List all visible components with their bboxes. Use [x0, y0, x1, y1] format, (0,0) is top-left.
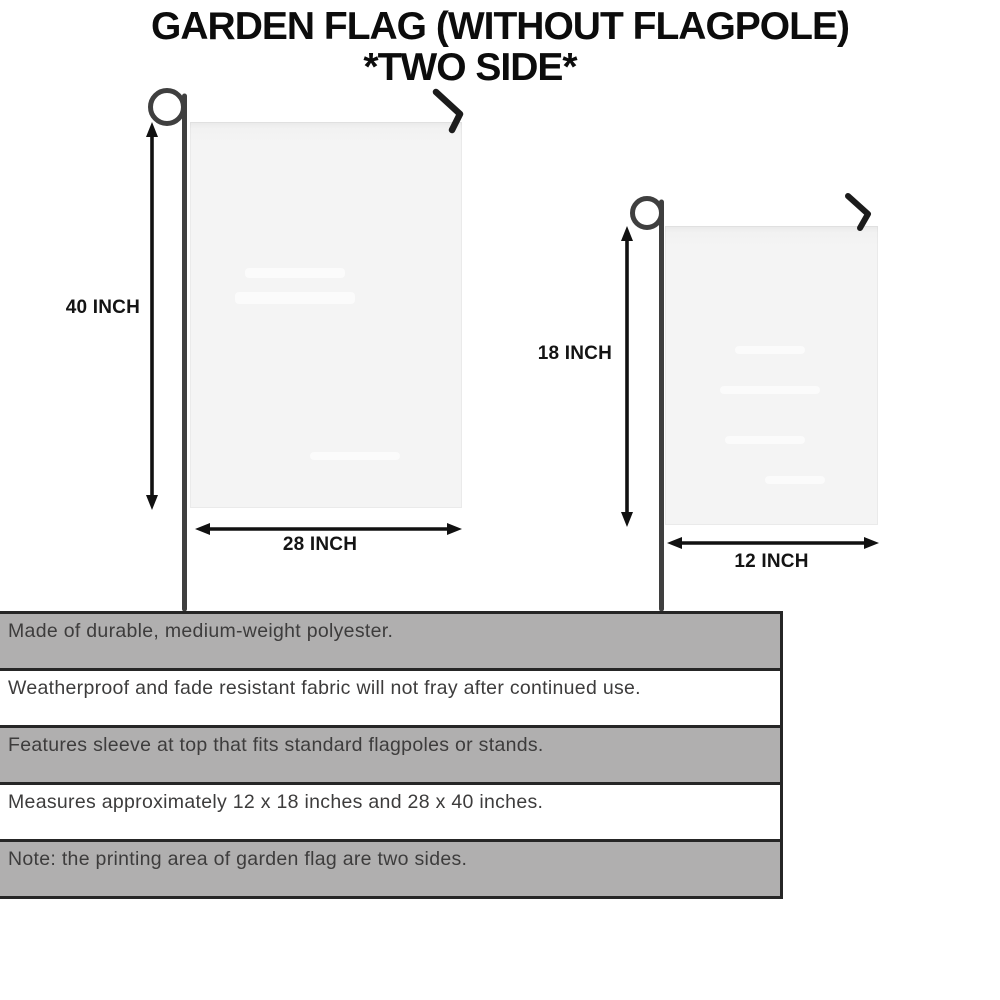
arrow-head-right — [447, 523, 462, 535]
page-title: GARDEN FLAG (WITHOUT FLAGPOLE) — [151, 5, 849, 48]
small-flag-width-label: 12 INCH — [734, 551, 809, 572]
feature-list — [0, 611, 783, 899]
large-flag-width-label: 28 INCH — [282, 534, 358, 555]
feature-row-sleeve — [0, 725, 780, 782]
large-flag-height-label: 40 INCH — [65, 297, 140, 318]
feature-row-note — [0, 839, 780, 896]
small-flag-height-label: 18 INCH — [537, 343, 612, 364]
flagpole-loop-icon — [633, 199, 662, 228]
arrow-head-left — [195, 523, 210, 535]
arrow-head-left — [667, 537, 682, 549]
flagpole-loop-icon — [151, 91, 184, 124]
arrow-head-up — [146, 122, 158, 137]
arrow-head-down — [621, 512, 633, 527]
feature-text: Weatherproof and fade resistant fabric will not fray after continued use. — [8, 677, 641, 699]
arrow-head-down — [146, 495, 158, 510]
flag-hanger-hook-icon — [436, 92, 460, 130]
page-subtitle: *TWO SIDE* — [363, 46, 577, 89]
flag-hanger-hook-icon — [848, 196, 868, 228]
feature-text: Features sleeve at top that fits standard flagpoles or stands. — [8, 734, 544, 756]
feature-text: Made of durable, medium-weight polyester. — [8, 620, 394, 642]
feature-row-measures — [0, 782, 780, 839]
arrow-head-up — [621, 226, 633, 241]
feature-row-material — [0, 611, 780, 668]
arrow-head-right — [864, 537, 879, 549]
feature-text: Note: the printing area of garden flag are two sides. — [8, 848, 468, 870]
feature-text: Measures approximately 12 x 18 inches and 28 x 40 inches. — [8, 791, 544, 813]
feature-row-weatherproof — [0, 668, 780, 725]
